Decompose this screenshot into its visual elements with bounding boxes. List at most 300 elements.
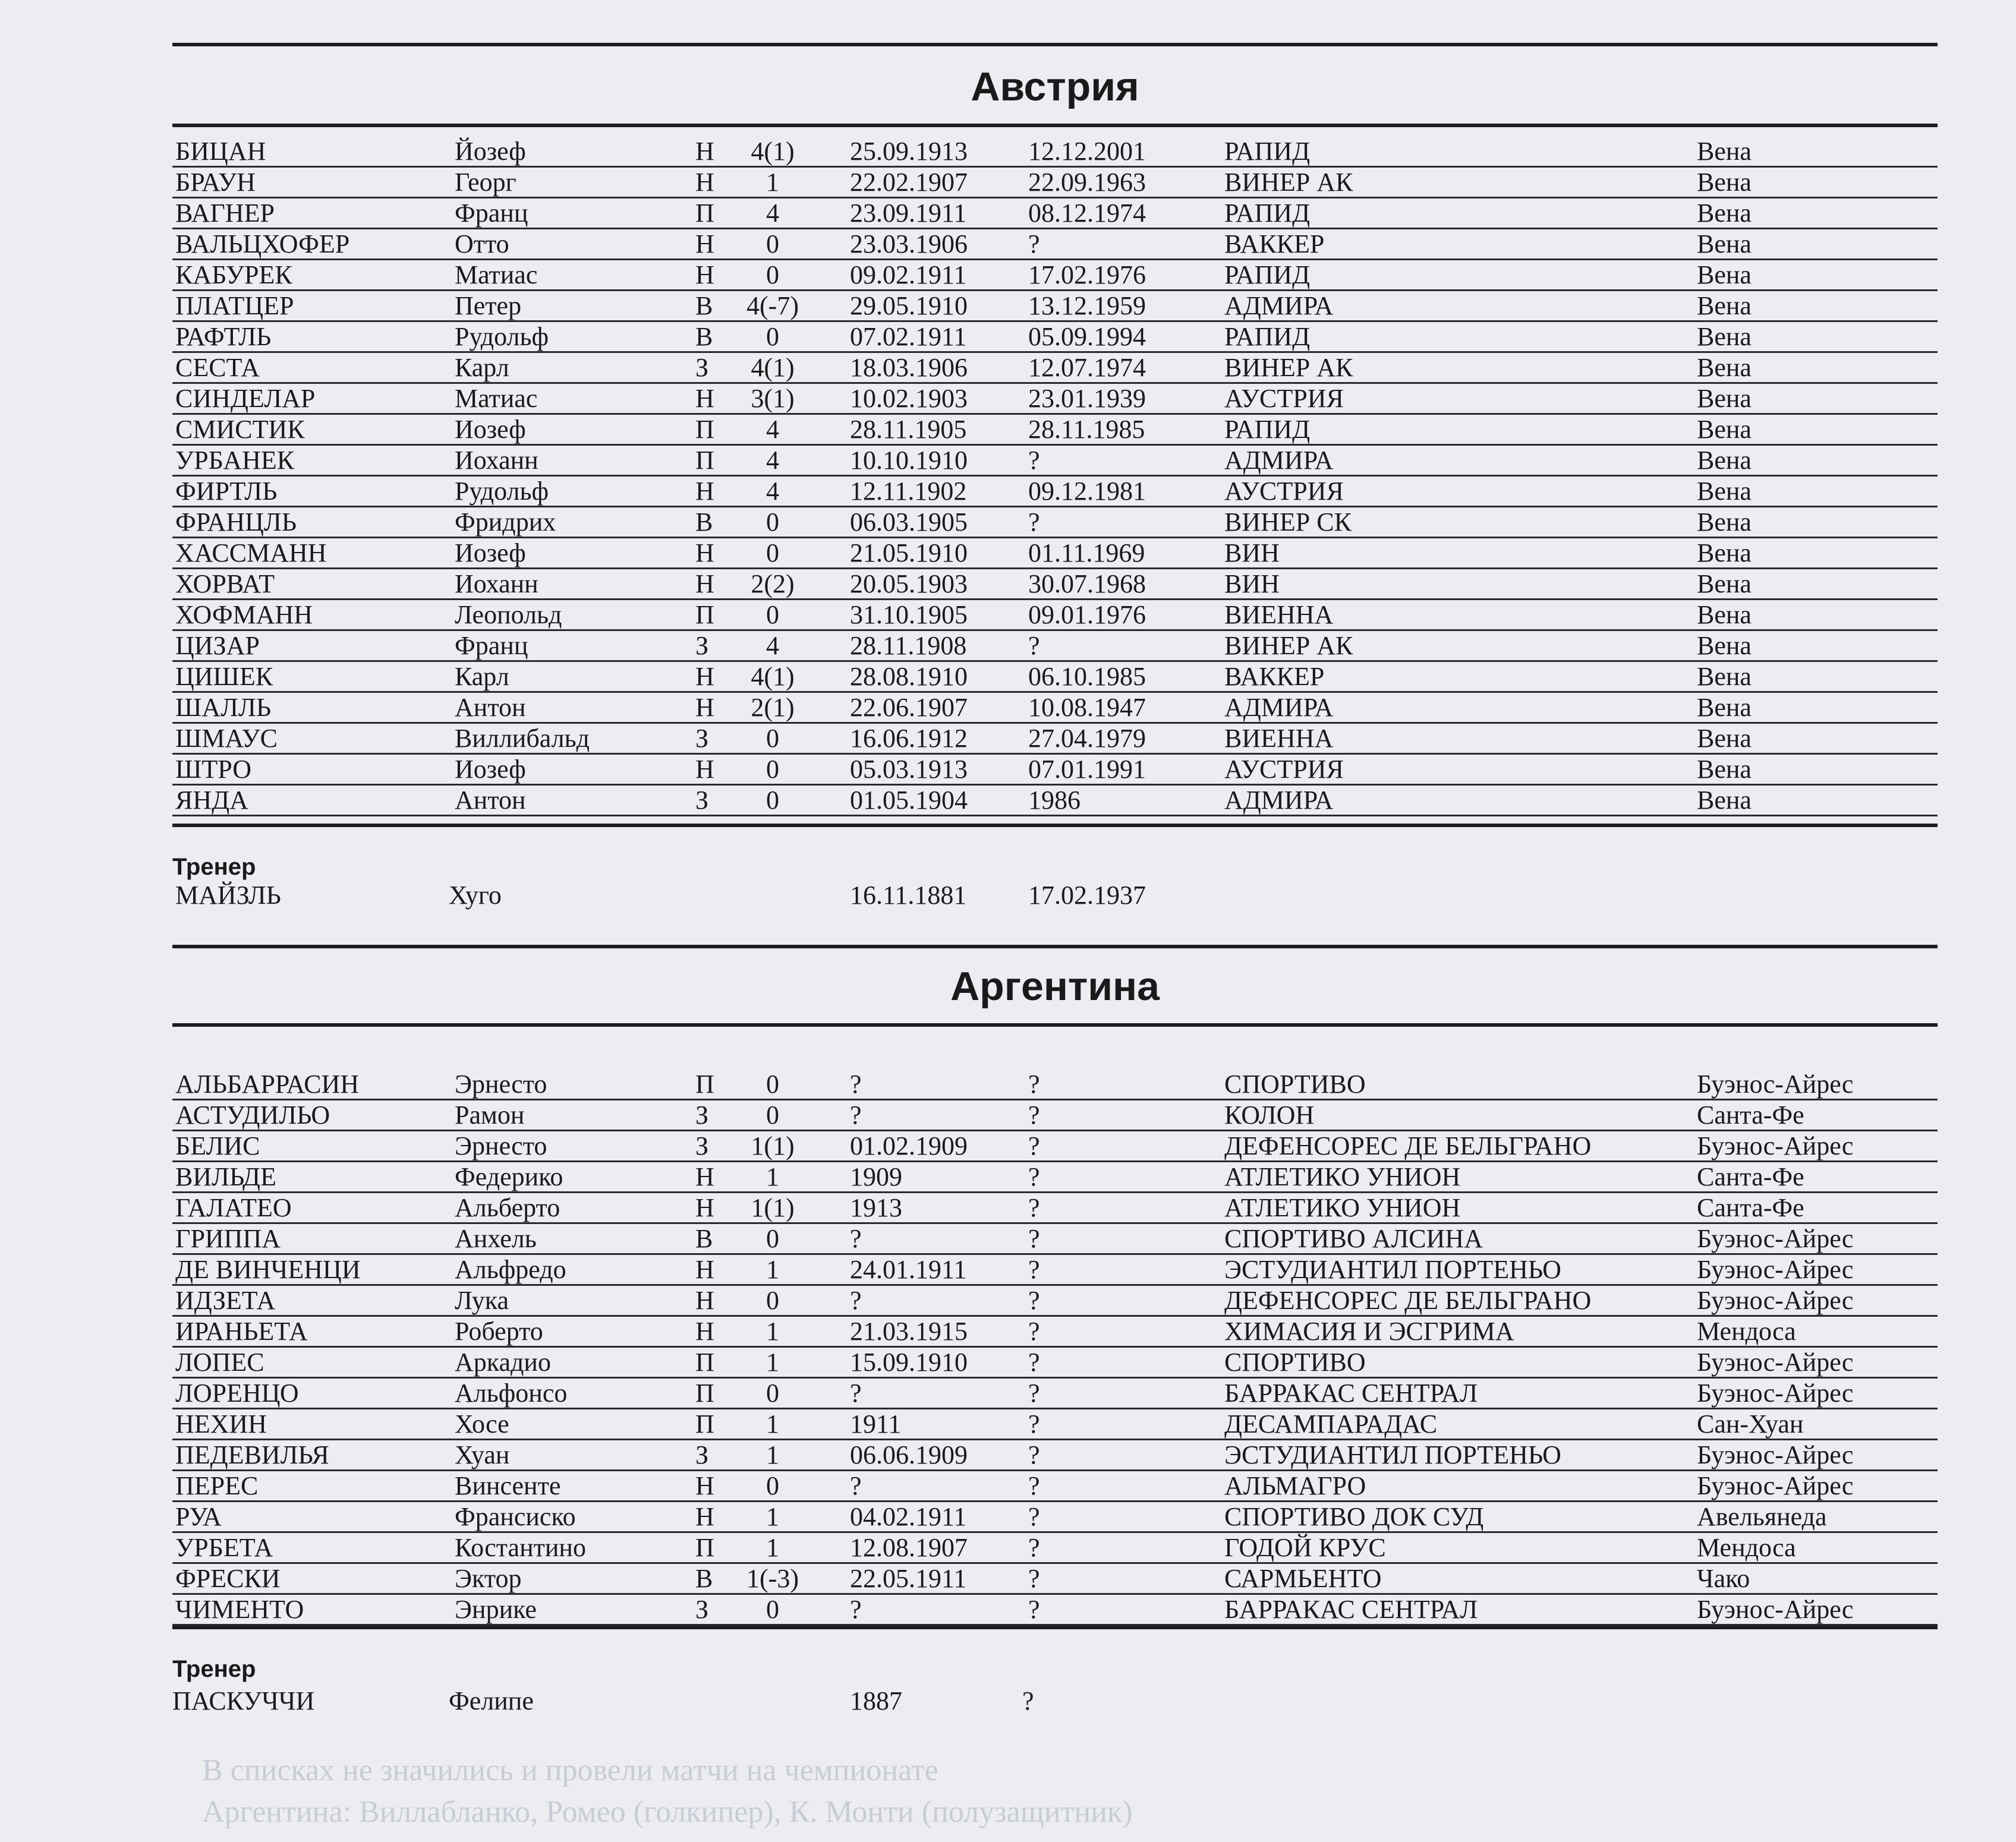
player-birth-date: 10.10.1910: [850, 446, 968, 475]
player-surname: ФРЕСКИ: [175, 1564, 281, 1593]
player-death-date: 23.01.1939: [1028, 384, 1146, 413]
player-name: Иоханн: [455, 446, 538, 475]
player-position: Н: [695, 1162, 714, 1191]
player-death-date: ?: [1028, 1070, 1040, 1099]
player-surname: БИЦАН: [175, 137, 266, 166]
player-caps: 0: [766, 322, 779, 351]
section-title-argentina: Аргентина: [950, 964, 1160, 1009]
table-row: [172, 198, 1938, 229]
player-surname: ШАЛЛЬ: [175, 693, 272, 722]
player-death-date: 10.08.1947: [1028, 693, 1146, 722]
player-birth-date: 22.06.1907: [850, 693, 968, 722]
player-surname: БРАУН: [175, 168, 256, 197]
coach-row: [172, 881, 1938, 911]
player-death-date: ?: [1028, 507, 1040, 537]
player-name: Франц: [455, 198, 528, 228]
player-city: Вена: [1697, 538, 1752, 567]
player-club: САРМЬЕНТО: [1224, 1564, 1382, 1593]
player-name: Альфредо: [455, 1255, 566, 1284]
player-death-date: ?: [1028, 1131, 1040, 1160]
player-surname: СМИСТИК: [175, 415, 305, 444]
table-row: [172, 137, 1938, 168]
player-city: Вена: [1697, 631, 1752, 660]
player-position: Н: [695, 1317, 714, 1346]
player-club: СПОРТИВО: [1224, 1348, 1366, 1377]
player-club: АУСТРИЯ: [1224, 477, 1344, 506]
player-city: Санта-Фе: [1697, 1100, 1804, 1130]
player-caps: 1(-3): [746, 1564, 799, 1593]
player-surname: ЦИШЕК: [175, 662, 273, 691]
player-death-date: ?: [1028, 631, 1040, 660]
player-position: З: [695, 1100, 709, 1130]
player-city: Буэнос-Айрес: [1697, 1348, 1854, 1377]
player-club: ВИЕННА: [1224, 600, 1334, 629]
player-name: Хосе: [455, 1409, 509, 1439]
player-name: Петер: [455, 291, 522, 320]
player-death-date: 22.09.1963: [1028, 168, 1146, 197]
player-surname: АСТУДИЛЬО: [175, 1100, 330, 1130]
player-surname: ХАССМАНН: [175, 538, 327, 567]
player-name: Роберто: [455, 1317, 543, 1346]
player-caps: 4: [766, 415, 779, 444]
player-death-date: 27.04.1979: [1028, 724, 1146, 753]
player-birth-date: 16.06.1912: [850, 724, 968, 753]
player-city: Мендоса: [1697, 1533, 1796, 1562]
player-club: СПОРТИВО ДОК СУД: [1224, 1502, 1484, 1531]
player-city: Вена: [1697, 229, 1752, 258]
player-caps: 4(-7): [746, 291, 799, 320]
player-surname: ПЕРЕС: [175, 1471, 259, 1500]
player-birth-date: 28.11.1908: [850, 631, 967, 660]
table-row: [172, 1255, 1938, 1286]
player-city: Санта-Фе: [1697, 1193, 1804, 1222]
player-position: П: [695, 1348, 714, 1377]
player-name: Рудольф: [455, 322, 549, 351]
player-death-date: ?: [1028, 1564, 1040, 1593]
player-name: Рамон: [455, 1100, 525, 1130]
player-death-date: 08.12.1974: [1028, 198, 1146, 228]
coach-born: 1887: [850, 1686, 902, 1715]
player-position: П: [695, 1533, 714, 1562]
player-city: Санта-Фе: [1697, 1162, 1804, 1191]
table-row: [172, 415, 1938, 446]
player-position: П: [695, 1070, 714, 1099]
player-birth-date: 05.03.1913: [850, 755, 968, 784]
player-club: РАПИД: [1224, 322, 1311, 351]
player-death-date: ?: [1028, 1193, 1040, 1222]
player-position: З: [695, 353, 709, 382]
table-row: [172, 1317, 1938, 1348]
coach-born: 16.11.1881: [850, 881, 967, 910]
player-birth-date: 21.03.1915: [850, 1317, 968, 1346]
table-row: [172, 1564, 1938, 1595]
player-position: З: [695, 786, 709, 815]
player-birth-date: 25.09.1913: [850, 137, 968, 166]
player-name: Иоханн: [455, 569, 538, 598]
player-club: БАРРАКАС СЕНТРАЛ: [1224, 1379, 1478, 1408]
player-death-date: ?: [1028, 446, 1040, 475]
table-row: [172, 1070, 1938, 1100]
player-death-date: ?: [1028, 1502, 1040, 1531]
player-death-date: 28.11.1985: [1028, 415, 1145, 444]
player-caps: 0: [766, 260, 779, 289]
player-surname: ПЕДЕВИЛЬЯ: [175, 1440, 329, 1469]
player-death-date: ?: [1028, 1440, 1040, 1469]
player-death-date: ?: [1028, 1317, 1040, 1346]
player-city: Буэнос-Айрес: [1697, 1255, 1854, 1284]
player-surname: КАБУРЕК: [175, 260, 292, 289]
rule-line: [172, 43, 1938, 46]
player-birth-date: 28.11.1905: [850, 415, 967, 444]
player-name: Винсенте: [455, 1471, 561, 1500]
player-surname: ИДЗЕТА: [175, 1286, 276, 1315]
player-caps: 0: [766, 538, 779, 567]
table-row: [172, 322, 1938, 353]
player-name: Рудольф: [455, 477, 549, 506]
player-birth-date: 01.02.1909: [850, 1131, 968, 1160]
player-name: Эрнесто: [455, 1070, 547, 1099]
player-city: Мендоса: [1697, 1317, 1796, 1346]
player-surname: ЧИМЕНТО: [175, 1595, 304, 1624]
player-caps: 0: [766, 1379, 779, 1408]
player-surname: ГРИППА: [175, 1224, 281, 1253]
table-row: [172, 1471, 1938, 1502]
table-row: [172, 538, 1938, 569]
rule-line: [172, 945, 1938, 948]
player-position: Н: [695, 168, 714, 197]
player-club: АТЛЕТИКО УНИОН: [1224, 1193, 1461, 1222]
player-birth-date: 24.01.1911: [850, 1255, 967, 1284]
table-row: [172, 291, 1938, 322]
section-title-austria: Австрия: [971, 64, 1139, 109]
player-position: П: [695, 1409, 714, 1439]
player-club: ГОДОЙ КРУС: [1224, 1533, 1386, 1562]
player-name: Иозеф: [455, 415, 526, 444]
player-caps: 0: [766, 786, 779, 815]
player-caps: 4(1): [751, 662, 795, 691]
player-name: Йозеф: [455, 137, 526, 166]
player-city: Буэнос-Айрес: [1697, 1286, 1854, 1315]
player-caps: 0: [766, 755, 779, 784]
player-death-date: 01.11.1969: [1028, 538, 1145, 567]
player-birth-date: ?: [850, 1286, 862, 1315]
table-row: [172, 446, 1938, 477]
player-club: ВИН: [1224, 538, 1280, 567]
player-birth-date: ?: [850, 1471, 862, 1500]
player-birth-date: 10.02.1903: [850, 384, 968, 413]
table-row: [172, 168, 1938, 198]
coach-label: Тренер: [172, 854, 256, 880]
player-position: П: [695, 415, 714, 444]
player-name: Матиас: [455, 260, 538, 289]
player-position: Н: [695, 137, 714, 166]
table-row: [172, 755, 1938, 786]
player-position: П: [695, 600, 714, 629]
player-death-date: ?: [1028, 1533, 1040, 1562]
player-surname: БЕЛИС: [175, 1131, 260, 1160]
player-club: АТЛЕТИКО УНИОН: [1224, 1162, 1461, 1191]
player-club: АДМИРА: [1224, 446, 1334, 475]
player-birth-date: 15.09.1910: [850, 1348, 968, 1377]
player-name: Альфонсо: [455, 1379, 568, 1408]
player-birth-date: 31.10.1905: [850, 600, 968, 629]
player-name: Лука: [455, 1286, 509, 1315]
player-city: Буэнос-Айрес: [1697, 1379, 1854, 1408]
player-caps: 0: [766, 1286, 779, 1315]
player-club: ВИНЕР СК: [1224, 507, 1352, 537]
player-city: Буэнос-Айрес: [1697, 1070, 1854, 1099]
player-death-date: 07.01.1991: [1028, 755, 1146, 784]
player-city: Вена: [1697, 507, 1752, 537]
player-caps: 1: [766, 1440, 779, 1469]
table-row: [172, 1286, 1938, 1317]
player-city: Буэнос-Айрес: [1697, 1595, 1854, 1624]
player-city: Буэнос-Айрес: [1697, 1440, 1854, 1469]
player-death-date: 30.07.1968: [1028, 569, 1146, 598]
player-caps: 1: [766, 168, 779, 197]
player-surname: ШТРО: [175, 755, 252, 784]
player-position: З: [695, 1595, 709, 1624]
player-death-date: ?: [1028, 1409, 1040, 1439]
table-row: [172, 724, 1938, 755]
player-caps: 0: [766, 507, 779, 537]
player-caps: 4(1): [751, 353, 795, 382]
table-row: [172, 1440, 1938, 1471]
player-name: Франсиско: [455, 1502, 576, 1531]
player-surname: РУА: [175, 1502, 222, 1531]
player-caps: 0: [766, 1471, 779, 1500]
table-row: [172, 384, 1938, 415]
player-caps: 0: [766, 724, 779, 753]
player-position: Н: [695, 693, 714, 722]
player-position: Н: [695, 1193, 714, 1222]
player-surname: ВИЛЬДЕ: [175, 1162, 276, 1191]
player-birth-date: ?: [850, 1100, 862, 1130]
player-death-date: ?: [1028, 1348, 1040, 1377]
player-birth-date: ?: [850, 1224, 862, 1253]
table-row: [172, 662, 1938, 693]
player-caps: 3(1): [751, 384, 795, 413]
player-caps: 0: [766, 1224, 779, 1253]
player-name: Иозеф: [455, 538, 526, 567]
player-birth-date: 1913: [850, 1193, 902, 1222]
player-caps: 4(1): [751, 137, 795, 166]
player-caps: 0: [766, 1070, 779, 1099]
player-name: Франц: [455, 631, 528, 660]
player-position: В: [695, 322, 713, 351]
player-club: ВИНЕР АК: [1224, 353, 1353, 382]
player-surname: УРБЕТА: [175, 1533, 273, 1562]
player-birth-date: 23.03.1906: [850, 229, 968, 258]
player-position: Н: [695, 1255, 714, 1284]
player-club: РАПИД: [1224, 198, 1311, 228]
player-club: АУСТРИЯ: [1224, 755, 1344, 784]
player-surname: СЕСТА: [175, 353, 260, 382]
player-death-date: ?: [1028, 1100, 1040, 1130]
player-name: Антон: [455, 693, 526, 722]
player-surname: ИРАНЬЕТА: [175, 1317, 308, 1346]
player-city: Вена: [1697, 168, 1752, 197]
player-city: Вена: [1697, 415, 1752, 444]
player-death-date: 12.12.2001: [1028, 137, 1146, 166]
player-caps: 1: [766, 1502, 779, 1531]
bleed-through-text: Аргентина: Виллабланко, Ромео (голкипер), К. Монти (полузащитник): [202, 1795, 1133, 1829]
player-name: Хуан: [455, 1440, 510, 1469]
player-surname: ВАГНЕР: [175, 198, 275, 228]
coach-label: Тренер: [172, 1656, 256, 1682]
player-club: ЭСТУДИАНТИЛ ПОРТЕНЬО: [1224, 1255, 1561, 1284]
rule-line: [172, 124, 1938, 127]
player-birth-date: 12.08.1907: [850, 1533, 968, 1562]
player-name: Антон: [455, 786, 526, 815]
player-name: Эктор: [455, 1564, 522, 1593]
coach-died: 17.02.1937: [1028, 881, 1146, 910]
player-surname: ХОРВАТ: [175, 569, 275, 598]
player-birth-date: ?: [850, 1070, 862, 1099]
player-position: З: [695, 1131, 709, 1160]
player-position: Н: [695, 538, 714, 567]
player-name: Аркадио: [455, 1348, 551, 1377]
table-row: [172, 507, 1938, 538]
player-surname: РАФТЛЬ: [175, 322, 272, 351]
table-row: [172, 693, 1938, 724]
player-name: Эрнесто: [455, 1131, 547, 1160]
player-position: Н: [695, 260, 714, 289]
player-death-date: ?: [1028, 1162, 1040, 1191]
player-position: Н: [695, 569, 714, 598]
player-surname: СИНДЕЛАР: [175, 384, 316, 413]
player-death-date: 06.10.1985: [1028, 662, 1146, 691]
player-club: РАПИД: [1224, 260, 1311, 289]
player-city: Вена: [1697, 755, 1752, 784]
player-birth-date: ?: [850, 1595, 862, 1624]
table-row: [172, 1162, 1938, 1193]
player-death-date: 09.12.1981: [1028, 477, 1146, 506]
player-city: Буэнос-Айрес: [1697, 1131, 1854, 1160]
player-position: В: [695, 507, 713, 537]
player-surname: ФРАНЦЛЬ: [175, 507, 297, 537]
player-name: Георг: [455, 168, 516, 197]
player-name: Костантино: [455, 1533, 586, 1562]
player-birth-date: 07.02.1911: [850, 322, 967, 351]
player-birth-date: 29.05.1910: [850, 291, 968, 320]
player-name: Иозеф: [455, 755, 526, 784]
roster-table-argentina: [172, 1070, 1938, 1626]
player-position: З: [695, 1440, 709, 1469]
table-row: [172, 1193, 1938, 1224]
player-caps: 0: [766, 1595, 779, 1624]
player-city: Вена: [1697, 384, 1752, 413]
player-club: АУСТРИЯ: [1224, 384, 1344, 413]
player-club: ХИМАСИЯ И ЭСГРИМА: [1224, 1317, 1514, 1346]
player-position: Н: [695, 1502, 714, 1531]
table-row: [172, 1502, 1938, 1533]
player-city: Вена: [1697, 137, 1752, 166]
player-city: Вена: [1697, 724, 1752, 753]
player-surname: ДЕ ВИНЧЕНЦИ: [175, 1255, 361, 1284]
player-club: СПОРТИВО АЛСИНА: [1224, 1224, 1483, 1253]
player-name: Анхель: [455, 1224, 537, 1253]
player-city: Вена: [1697, 600, 1752, 629]
player-club: РАПИД: [1224, 137, 1311, 166]
player-position: Н: [695, 1471, 714, 1500]
player-position: Н: [695, 477, 714, 506]
player-birth-date: 01.05.1904: [850, 786, 968, 815]
player-position: З: [695, 724, 709, 753]
player-surname: АЛЬБАРРАСИН: [175, 1070, 360, 1099]
player-city: Чако: [1697, 1564, 1750, 1593]
bleed-through-text: В списках не значились и провели матчи на чемпионате: [202, 1753, 938, 1787]
player-city: Вена: [1697, 662, 1752, 691]
player-death-date: 17.02.1976: [1028, 260, 1146, 289]
table-row: [172, 1409, 1938, 1440]
player-death-date: ?: [1028, 229, 1040, 258]
player-club: СПОРТИВО: [1224, 1070, 1366, 1099]
player-position: В: [695, 291, 713, 320]
player-club: ВАККЕР: [1224, 662, 1325, 691]
table-row: [172, 786, 1938, 816]
player-death-date: ?: [1028, 1286, 1040, 1315]
player-position: П: [695, 198, 714, 228]
rule-line: [172, 1626, 1938, 1629]
player-surname: ФИРТЛЬ: [175, 477, 278, 506]
player-death-date: 09.01.1976: [1028, 600, 1146, 629]
table-row: [172, 1595, 1938, 1626]
table-row: [172, 1348, 1938, 1379]
player-caps: 4: [766, 198, 779, 228]
table-row: [172, 353, 1938, 384]
player-surname: ШМАУС: [175, 724, 278, 753]
player-name: Матиас: [455, 384, 538, 413]
player-caps: 0: [766, 600, 779, 629]
player-death-date: ?: [1028, 1255, 1040, 1284]
player-caps: 1: [766, 1162, 779, 1191]
player-club: ВИНЕР АК: [1224, 631, 1353, 660]
player-birth-date: 1911: [850, 1409, 902, 1439]
player-position: З: [695, 631, 709, 660]
table-row: [172, 600, 1938, 631]
player-position: Н: [695, 229, 714, 258]
player-city: Вена: [1697, 786, 1752, 815]
player-surname: ХОФМАНН: [175, 600, 313, 629]
player-position: Н: [695, 384, 714, 413]
player-birth-date: 04.02.1911: [850, 1502, 967, 1531]
player-club: ДЕФЕНСОРЕС ДЕ БЕЛЬГРАНО: [1224, 1286, 1592, 1315]
player-city: Вена: [1697, 569, 1752, 598]
player-surname: ГАЛАТЕО: [175, 1193, 292, 1222]
player-city: Вена: [1697, 353, 1752, 382]
player-death-date: 12.07.1974: [1028, 353, 1146, 382]
player-name: Леопольд: [455, 600, 562, 629]
player-club: ДЕСАМПАРАДАС: [1224, 1409, 1438, 1439]
player-death-date: 05.09.1994: [1028, 322, 1146, 351]
player-name: Федерико: [455, 1162, 563, 1191]
player-birth-date: ?: [850, 1379, 862, 1408]
player-surname: ЛОПЕС: [175, 1348, 264, 1377]
rule-line: [172, 1023, 1938, 1027]
player-death-date: ?: [1028, 1471, 1040, 1500]
player-position: Н: [695, 662, 714, 691]
player-birth-date: 09.02.1911: [850, 260, 967, 289]
player-club: ВАККЕР: [1224, 229, 1325, 258]
player-city: Вена: [1697, 693, 1752, 722]
player-caps: 4: [766, 446, 779, 475]
player-death-date: ?: [1028, 1595, 1040, 1624]
player-city: Сан-Хуан: [1697, 1409, 1804, 1439]
table-row: [172, 1224, 1938, 1255]
player-position: В: [695, 1224, 713, 1253]
coach-name: Хуго: [449, 881, 502, 910]
